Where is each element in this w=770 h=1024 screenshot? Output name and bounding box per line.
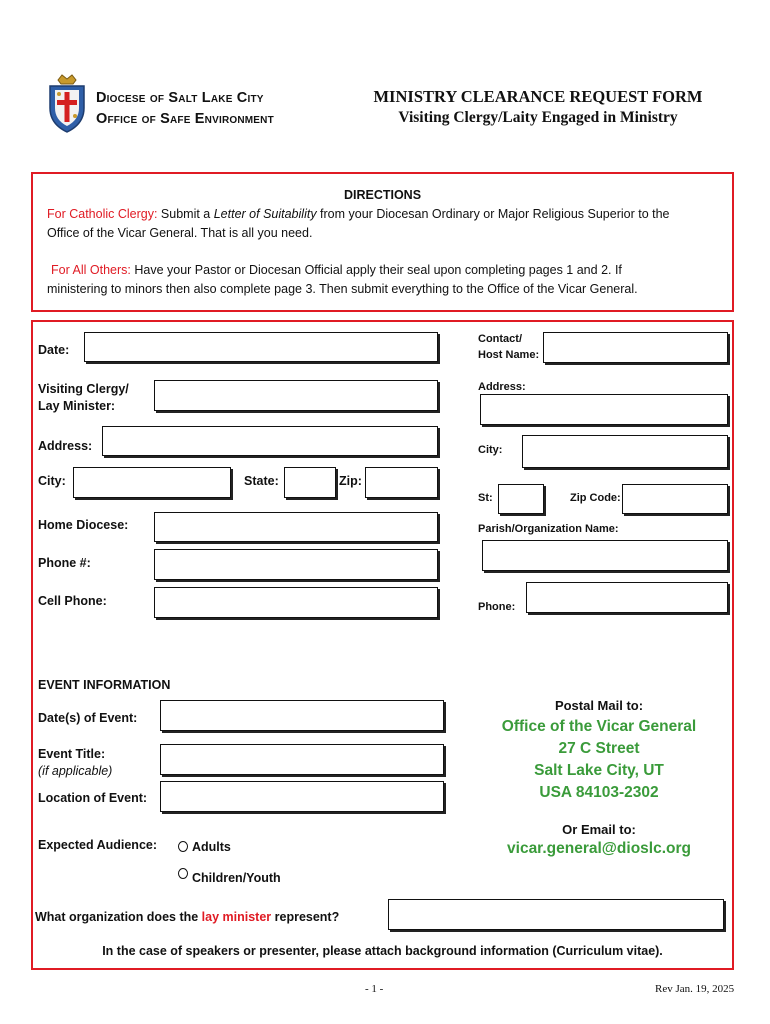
form-title: MINISTRY CLEARANCE REQUEST FORM [373,87,703,106]
visiting-label-1: Visiting Clergy/ [38,382,129,396]
email-link[interactable]: vicar.general@dioslc.org [507,840,691,857]
home-diocese-label: Home Diocese: [38,518,129,532]
directions-box [31,172,734,312]
date-input[interactable] [84,332,438,362]
address-label: Address: [38,439,93,453]
city-label: City: [38,474,66,488]
mail-line-3: Salt Lake City, UT [534,762,664,779]
directions-others-2 [47,280,717,299]
clergy-text-a: Submit a [157,207,214,221]
host-city-input[interactable] [522,435,728,468]
question-suffix: represent? [271,910,340,924]
cell-phone-label: Cell Phone: [38,594,107,608]
contact-input[interactable] [543,332,728,363]
organization-input[interactable] [388,899,724,930]
visiting-label-2: Lay Minister: [38,399,116,413]
parish-label: Parish/Organization Name: [478,523,619,535]
org-name [96,88,274,130]
host-zip-label: Zip Code: [570,492,621,504]
contact-label-2: Host Name: [478,349,540,361]
host-phone-label: Phone: [478,601,516,613]
adults-radio[interactable] [178,841,188,852]
host-st-input[interactable] [498,484,544,514]
cell-phone-input[interactable] [154,587,438,618]
home-diocese-input[interactable] [154,512,438,542]
state-input[interactable] [284,467,336,498]
zip-input[interactable] [365,467,438,498]
host-city-label: City: [478,444,503,456]
address-input[interactable] [102,426,438,456]
zip-label: Zip: [339,474,362,488]
state-label: State: [244,474,279,488]
page-number: - 1 - [365,983,384,995]
event-title-label-2: (if applicable) [38,764,113,778]
date-label: Date: [38,343,70,357]
audience-label: Expected Audience: [38,838,158,852]
question-prefix: What organization does the [35,910,202,924]
clergy-text-b: from your Diocesan Ordinary or Major Religious Superior to the [316,207,670,221]
mail-line-2: 27 C Street [558,740,640,757]
form-title-block [352,86,724,128]
host-address-label: Address: [478,381,526,393]
others-prefix: For All Others: [51,263,131,277]
event-heading: EVENT INFORMATION [38,678,171,692]
adults-label: Adults [192,840,231,854]
organization-question [35,909,339,926]
email-label: Or Email to: [562,822,636,837]
question-highlight: lay minister [201,910,272,924]
event-location-input[interactable] [160,781,444,812]
phone-input[interactable] [154,549,438,580]
host-phone-input[interactable] [526,582,728,613]
directions-title: DIRECTIONS [343,188,422,202]
mail-block [476,698,722,804]
directions-others [51,261,721,280]
clergy-prefix: For Catholic Clergy: [47,207,158,221]
others-text-a: Have your Pastor or Diocesan Official apply their seal upon completing pages 1 and 2. If [130,263,622,277]
diocese-seal-logo [44,72,90,134]
parish-input[interactable] [482,540,728,571]
org-line-2: Office of Safe Environment [96,111,274,127]
host-address-input[interactable] [480,394,728,425]
visiting-label [38,381,129,415]
children-label: Children/Youth [192,871,281,885]
org-line-1: Diocese of Salt Lake City [96,90,264,106]
mail-line-4: USA 84103-2302 [539,784,659,801]
children-radio[interactable] [178,868,188,879]
event-title-label [38,746,112,780]
postal-label: Postal Mail to: [554,698,644,713]
form-subtitle: Visiting Clergy/Laity Engaged in Ministry [398,109,678,126]
event-dates-label: Date(s) of Event: [38,711,138,725]
city-input[interactable] [73,467,231,498]
contact-label [478,331,539,363]
clergy-text-c: Office of the Vicar General. That is all you need. [47,226,313,240]
visiting-input[interactable] [154,380,438,411]
letter-of-suitability: Letter of Suitability [213,207,317,221]
phone-label: Phone #: [38,556,91,570]
event-dates-input[interactable] [160,700,444,731]
event-title-label-1: Event Title: [38,747,106,761]
revision-date: Rev Jan. 19, 2025 [655,983,735,995]
event-location-label: Location of Event: [38,791,148,805]
directions-clergy [47,205,717,243]
host-zip-input[interactable] [622,484,728,514]
event-title-input[interactable] [160,744,444,775]
host-st-label: St: [478,492,493,504]
contact-label-1: Contact/ [478,333,522,345]
others-text-b: ministering to minors then also complete page 3. Then submit everything to the Office of the Vicar General. [47,282,638,296]
mail-line-1: Office of the Vicar General [501,718,697,735]
attachment-note: In the case of speakers or presenter, please attach background information (Curriculum vitae). [102,944,663,958]
